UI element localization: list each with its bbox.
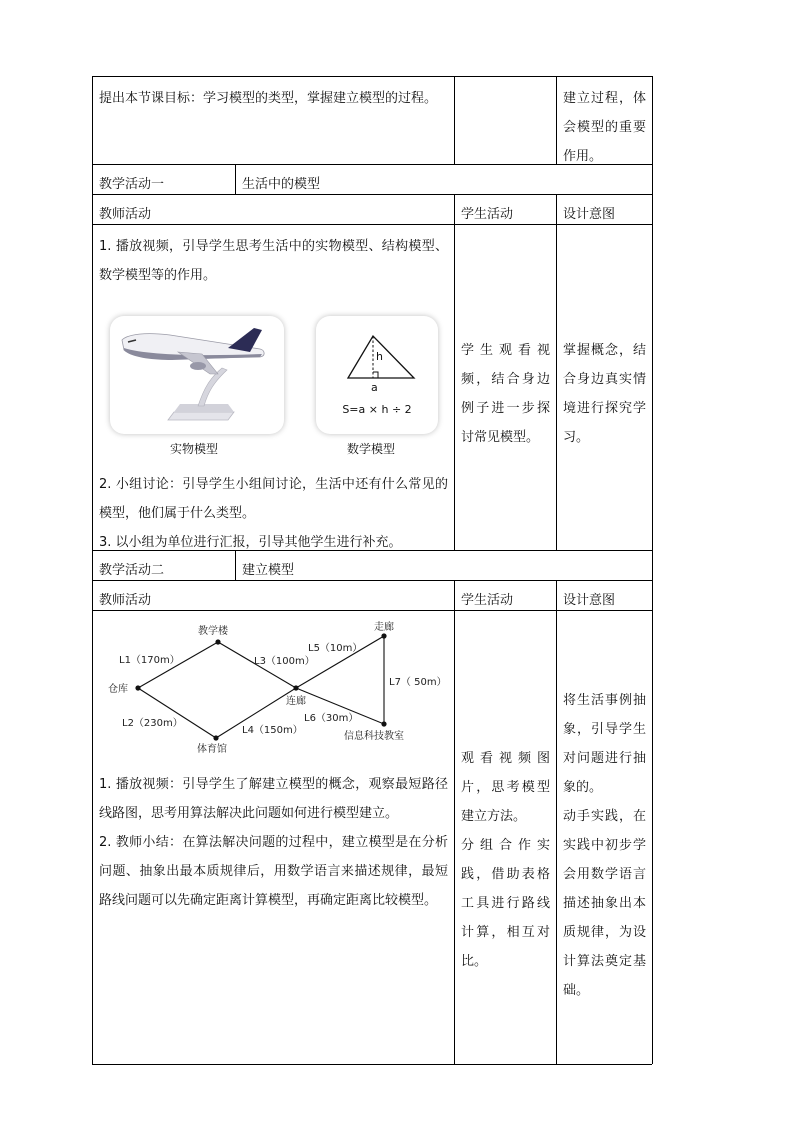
activity1-header-teacher: 教师活动: [99, 207, 152, 222]
goal-intent: 建立过程，体会模型的重要作用。: [563, 91, 646, 164]
activity1-header-intent: 设计意图: [563, 207, 616, 222]
table-border-right: [652, 76, 653, 1064]
activity1-label: 教学活动一: [99, 177, 165, 192]
activity2-student-p2: 分组合作实践，借助表格工具进行路线计算，相互对比。: [461, 838, 550, 969]
edge-label-L7: L7（ 50m）: [389, 677, 447, 688]
activity2-intent-p2: 动手实践，在实践中初步学会用数学语言描述抽象出本质规律，为设计算法奠定基础。: [563, 809, 646, 998]
triangle-diagram: [316, 316, 438, 434]
triangle-a-label: a: [371, 381, 378, 394]
node-label-corridor: 连廊: [286, 696, 306, 707]
airplane-model-image: [110, 316, 284, 434]
activity1-teacher-p3: 3. 以小组为单位进行汇报，引导其他学生进行补充。: [99, 535, 402, 550]
activity2-teacher-p2: 2. 教师小结：在算法解决问题的过程中，建立模型是在分析问题、抽象出最本质规律后，用数学语言来描述规律，最短路线问题可以先确定距离计算模型，再确定距离比较模型。: [99, 835, 448, 908]
node-corridor: [293, 685, 298, 690]
edge-label-L5: L5（10m）: [308, 643, 363, 654]
edge-label-L1: L1（170m）: [119, 655, 180, 666]
node-label-teaching: 教学楼: [198, 626, 228, 637]
node-infotech: [381, 721, 386, 726]
activity2-header-intent: 设计意图: [563, 593, 616, 608]
node-teaching: [215, 639, 220, 644]
activity1-teacher-p1: 1. 播放视频，引导学生思考生活中的实物模型、结构模型、数学模型等的作用。: [99, 239, 448, 283]
node-label-infotech: 信息科技教室: [344, 731, 404, 742]
activity2-header-teacher: 教师活动: [99, 593, 152, 608]
triangle-h-label: h: [376, 350, 383, 363]
airplane-caption: 实物模型: [170, 442, 219, 456]
node-label-warehouse: 仓库: [108, 684, 128, 695]
edge-label-L4: L4（150m）: [242, 725, 303, 736]
activity2-title: 建立模型: [242, 563, 295, 578]
edge-label-L3: L3（100m）: [254, 656, 315, 667]
activity2-header-student: 学生活动: [461, 593, 514, 608]
activity2-teacher-p1: 1. 播放视频：引导学生了解建立模型的概念，观察最短路径线路图，思考用算法解决此问题如何进行模型建立。: [99, 777, 448, 821]
col-divider: [454, 76, 455, 164]
activity1-header-student: 学生活动: [461, 207, 514, 222]
activity1-teacher-p2: 2. 小组讨论：引导学生小组间讨论，生活中还有什么常见的模型，他们属于什么类型。: [99, 477, 448, 521]
edge-L2: [138, 688, 216, 738]
node-gym: [213, 735, 218, 740]
activity2-student-p1: 观看视频图片，思考模型建立方法。: [461, 751, 550, 824]
table-border-bottom: [92, 1064, 652, 1065]
triangle-formula: S=a × h ÷ 2: [342, 403, 412, 416]
activity1-title: 生活中的模型: [242, 177, 321, 192]
activity1-intent: 掌握概念，结合身边真实情境进行探究学习。: [563, 343, 646, 445]
node-warehouse: [135, 685, 140, 690]
airplane-icon: [110, 316, 284, 434]
goal-text: 提出本节课目标：学习模型的类型，掌握建立模型的过程。: [99, 91, 438, 106]
node-label-gym: 体育馆: [197, 744, 227, 755]
table-border-top: [92, 76, 652, 77]
node-label-hallway: 走廊: [374, 622, 394, 633]
activity2-intent-p1: 将生活事例抽象，引导学生对问题进行抽象的。: [563, 693, 646, 795]
triangle-model-image: [316, 316, 438, 434]
triangle-caption: 数学模型: [347, 442, 396, 456]
activity2-label: 教学活动二: [99, 563, 165, 578]
route-diagram: [100, 618, 450, 758]
edge-label-L2: L2（230m）: [122, 718, 183, 729]
edge-label-L6: L6（30m）: [304, 713, 359, 724]
activity1-student: 学生观看视频，结合身边例子进一步探讨常见模型。: [461, 343, 550, 445]
node-hallway: [381, 633, 386, 638]
